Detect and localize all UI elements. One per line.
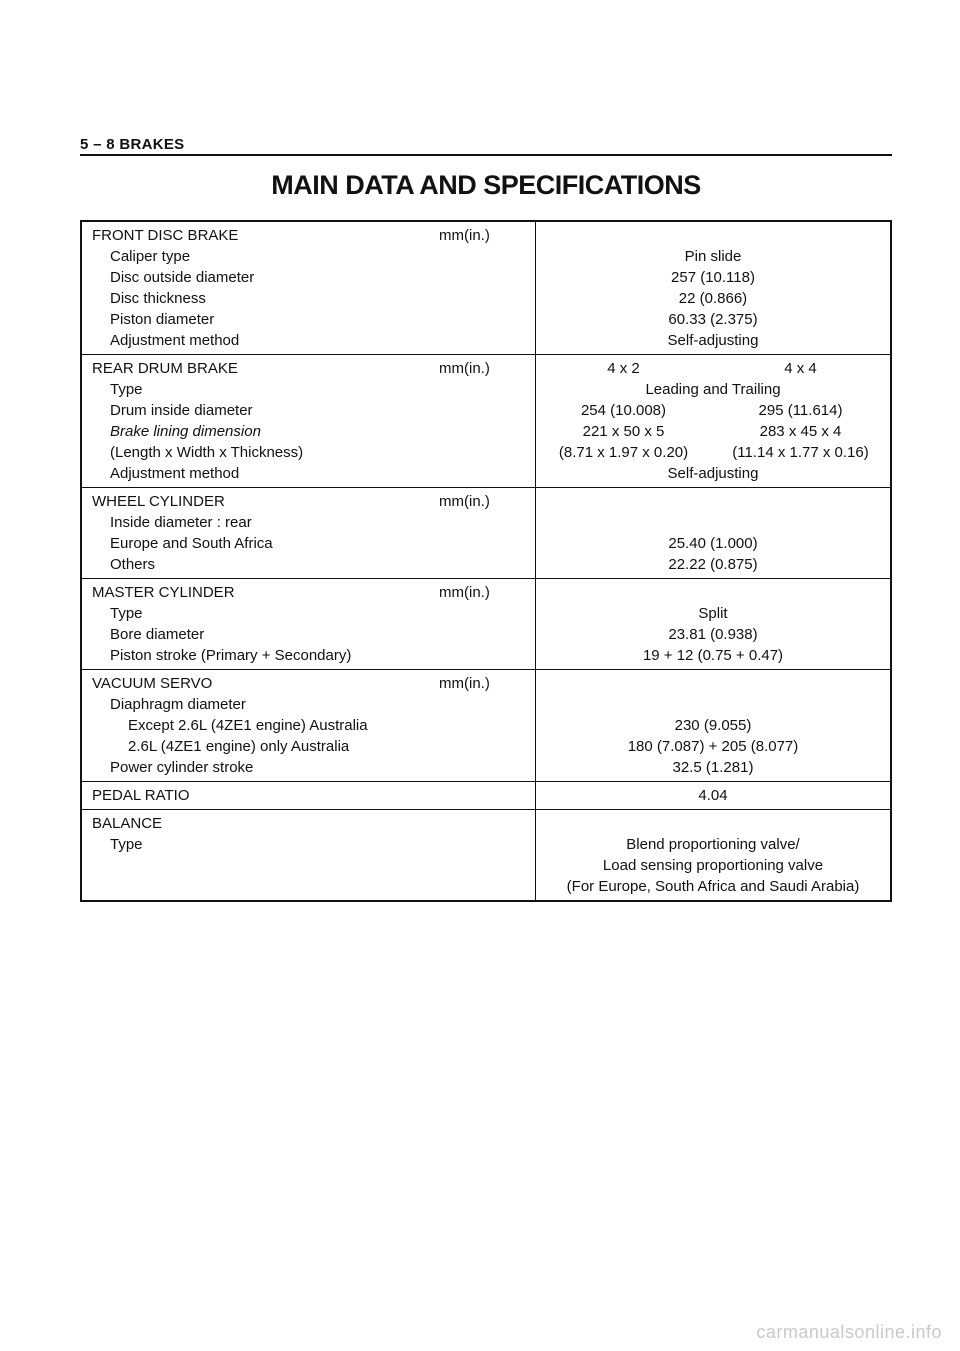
section-heading: PEDAL RATIO (92, 787, 190, 804)
row-label: Type (110, 605, 143, 622)
section-labels (82, 579, 536, 669)
row-label: Disc thickness (110, 290, 206, 307)
unit-label: mm(in.) (439, 493, 490, 510)
section-labels (82, 782, 536, 809)
row-label: Inside diameter : rear (110, 514, 252, 531)
header-rule (80, 154, 892, 156)
row-value: Split (698, 605, 728, 622)
row-label: Power cylinder stroke (110, 759, 254, 776)
section-balance (82, 810, 890, 900)
row-value: 32.5 (1.281) (672, 759, 754, 776)
row-value: (For Europe, South Africa and Saudi Arabia) (566, 878, 860, 895)
section-rear-drum-brake (82, 355, 890, 488)
section-heading-row (82, 673, 535, 694)
row-value-pair (536, 421, 890, 442)
row-value: 22 (0.866) (678, 290, 748, 307)
row-value: Self-adjusting (667, 332, 759, 349)
row-value: 25.40 (1.000) (668, 535, 758, 552)
row-label: Except 2.6L (4ZE1 engine) Australia (128, 717, 368, 734)
section-values (536, 670, 890, 781)
section-labels (82, 810, 536, 900)
row-value: 23.81 (0.938) (668, 626, 758, 643)
section-heading: VACUUM SERVO (92, 675, 213, 692)
row-label: Adjustment method (110, 332, 240, 349)
section-values (536, 488, 890, 578)
row-label: Type (110, 381, 143, 398)
section-heading: WHEEL CYLINDER (92, 493, 225, 510)
section-values (536, 782, 890, 809)
unit-label: mm(in.) (439, 675, 490, 692)
section-heading: FRONT DISC BRAKE (92, 227, 239, 244)
col-heading-4x2: 4 x 2 (607, 360, 640, 377)
row-value: 230 (9.055) (674, 717, 752, 734)
row-value: 180 (7.087) + 205 (8.077) (627, 738, 799, 755)
section-labels (82, 222, 536, 354)
watermark: carmanualsonline.info (756, 1322, 942, 1342)
section-heading: MASTER CYLINDER (92, 584, 235, 601)
row-label: (Length x Width x Thickness) (110, 444, 304, 461)
row-label: Piston stroke (Primary + Secondary) (110, 647, 352, 664)
row-label: Piston diameter (110, 311, 215, 328)
row-value: Load sensing proportioning valve (602, 857, 824, 874)
row-label: Drum inside diameter (110, 402, 253, 419)
value-4x4: 283 x 45 x 4 (759, 423, 842, 440)
unit-label: mm(in.) (439, 227, 490, 244)
section-master-cylinder (82, 579, 890, 670)
page-header: 5 – 8 BRAKES (80, 136, 185, 153)
row-label: Europe and South Africa (110, 535, 273, 552)
row-value: 22.22 (0.875) (668, 556, 758, 573)
row-label: Diaphragm diameter (110, 696, 246, 713)
row-value: Pin slide (684, 248, 742, 265)
section-heading-row (82, 491, 535, 512)
section-values (536, 222, 890, 354)
row-value-pair (536, 400, 890, 421)
section-heading-row (82, 358, 535, 379)
section-heading: REAR DRUM BRAKE (92, 360, 238, 377)
value-4x2: 254 (10.008) (580, 402, 667, 419)
section-labels (82, 355, 536, 487)
value-4x2: 221 x 50 x 5 (582, 423, 665, 440)
section-labels (82, 488, 536, 578)
row-label: Disc outside diameter (110, 269, 255, 286)
section-labels (82, 670, 536, 781)
section-front-disc-brake (82, 222, 890, 355)
row-label: Caliper type (110, 248, 191, 265)
row-label: Brake lining dimension (110, 423, 261, 440)
row-label: Others (110, 556, 156, 573)
row-label: Type (110, 836, 143, 853)
row-value: 257 (10.118) (671, 269, 755, 286)
section-values (536, 579, 890, 669)
section-heading-row (82, 582, 535, 603)
section-wheel-cylinder (82, 488, 890, 579)
spec-table (80, 220, 892, 902)
row-label: 2.6L (4ZE1 engine) only Australia (128, 738, 350, 755)
section-values (536, 810, 890, 900)
section-heading-row (82, 225, 535, 246)
section-vacuum-servo (82, 670, 890, 782)
row-value: Blend proportioning valve/ (626, 836, 800, 853)
row-value: 19 + 12 (0.75 + 0.47) (642, 647, 784, 664)
value-4x2: (8.71 x 1.97 x 0.20) (558, 444, 689, 461)
row-value: Leading and Trailing (645, 381, 781, 398)
value-4x4: (11.14 x 1.77 x 0.16) (732, 444, 869, 461)
section-heading: BALANCE (92, 815, 163, 832)
section-values (536, 355, 890, 487)
unit-label: mm(in.) (439, 360, 490, 377)
column-headings (536, 358, 890, 379)
page-title: MAIN DATA AND SPECIFICATIONS (271, 170, 701, 200)
row-label: Bore diameter (110, 626, 205, 643)
row-value: 4.04 (698, 787, 728, 804)
col-heading-4x4: 4 x 4 (784, 360, 817, 377)
row-value: Self-adjusting (667, 465, 759, 482)
section-pedal-ratio (82, 782, 890, 810)
row-label: Adjustment method (110, 465, 240, 482)
unit-label: mm(in.) (439, 584, 490, 601)
row-value: 60.33 (2.375) (668, 311, 758, 328)
row-value-pair (536, 442, 890, 463)
value-4x4: 295 (11.614) (758, 402, 843, 419)
